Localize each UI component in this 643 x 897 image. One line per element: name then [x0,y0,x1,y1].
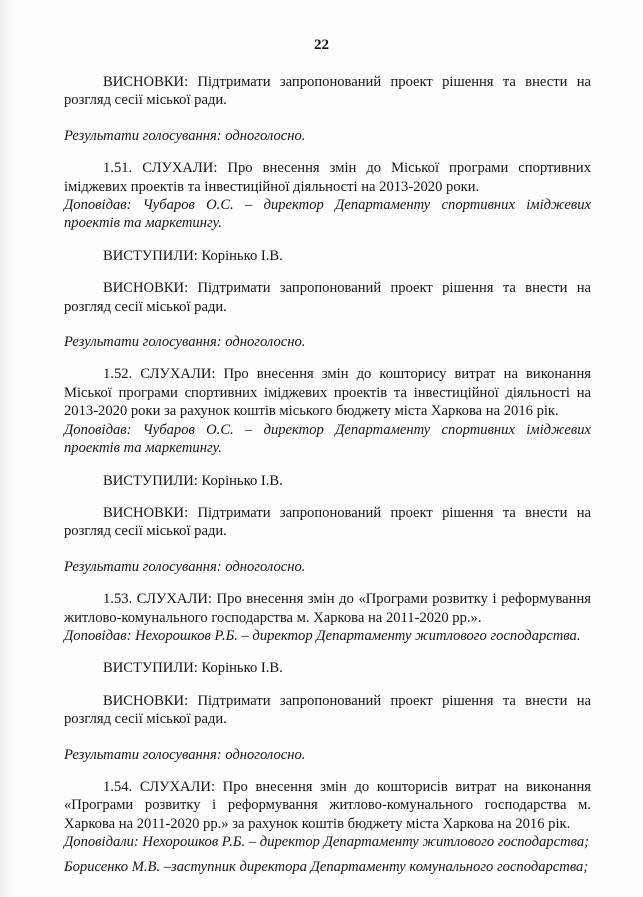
document-body [64,73,591,876]
scan-edge-shadow [0,0,14,897]
reporter-paragraph: Доповідав: Нехорошков Р.Б. – директор Департаменту житлового господарства. [64,627,581,644]
conclusion-paragraph: ВИСНОВКИ: Підтримати запропонований проект рішення та внести на розгляд сесії міської ради. [64,74,591,109]
reporter-paragraph-second: Борисенко М.В. –заступник директора Департаменту комунального господарства; [64,858,589,875]
heard-paragraph-1-53: 1.53. СЛУХАЛИ: Про внесення змін до «Програми розвитку і реформування житлово-комунального господарства м. Харкова на 2011-2020 рр.». [64,591,591,626]
vote-result: Результати голосування: одноголосно. [64,334,306,351]
heard-paragraph-1-52: 1.52. СЛУХАЛИ: Про внесення змін до кошторису витрат на виконання Міської програми спортивних іміджевих проектів та інвестиційної діяльності на 2013-2020 роки за рахунок коштів міського бюджету міста Харкова на 2016 рік. [64,366,591,420]
conclusion-paragraph: ВИСНОВКИ: Підтримати запропонований проект рішення та внести на розгляд сесії міської ради. [64,692,591,728]
speakers-paragraph: ВИСТУПИЛИ: Корінько І.В. [103,660,283,677]
conclusion-paragraph: ВИСНОВКИ: Підтримати запропонований проект рішення та внести на розгляд сесії міської ради. [64,280,591,315]
speakers-paragraph: ВИСТУПИЛИ: Корінько І.В. [103,472,283,489]
vote-result: Результати голосування: одноголосно. [64,558,306,575]
heard-paragraph-1-54: 1.54. СЛУХАЛИ: Про внесення змін до кошторисів витрат на виконання «Програми розвитку і реформування житлово-комунального господарства м. Харкова на 2011-2020 рр.» за рахунок коштів бюджету міста Харкова на 2016 рік. [64,778,591,832]
conclusion-paragraph: ВИСНОВКИ: Підтримати запропонований проект рішення та внести на розгляд сесії міської ради. [64,504,591,540]
page-number: 22 [314,37,329,53]
reporter-paragraph: Доповідав: Чубаров О.С. – директор Департаменту спортивних іміджевих проектів та маркетингу. [64,197,591,232]
reporter-paragraph: Доповідали: Нехорошков Р.Б. – директор Департаменту житлового господарства; [64,834,590,851]
vote-result: Результати голосування: одноголосно. [64,127,306,144]
speakers-paragraph: ВИСТУПИЛИ: Корінько І.В. [103,247,283,264]
heard-paragraph-1-51: 1.51. СЛУХАЛИ: Про внесення змін до Міської програми спортивних іміджевих проектів та інвестиційної діяльності на 2013-2020 роки. [64,160,591,195]
reporter-paragraph: Доповідав: Чубаров О.С. – директор Департаменту спортивних іміджевих проектів та маркетингу. [64,421,591,457]
vote-result: Результати голосування: одноголосно. [64,746,306,763]
